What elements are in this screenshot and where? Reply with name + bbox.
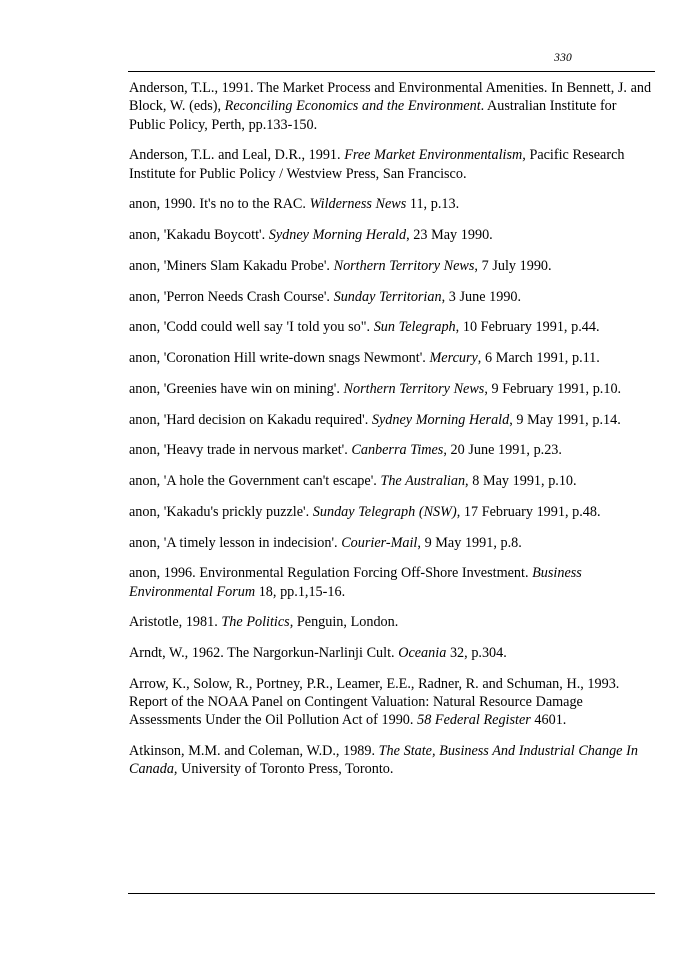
entry-text: , 9 May 1991, p.8.	[417, 534, 522, 551]
entry-title-italic: Northern Territory News	[333, 257, 475, 274]
entry-text: anon, 'Coronation Hill write-down snags Newmont'.	[129, 350, 430, 366]
header-rule	[128, 71, 655, 72]
entry-text: anon, 'Greenies have win on mining'.	[129, 380, 344, 397]
entry-text: anon, 'Miners Slam Kakadu Probe'.	[129, 257, 334, 274]
entry-text: Pacific Research Institute for Public Policy / Westview Press, San Francisco.	[129, 147, 625, 182]
entry-title-italic: Sydney Morning Herald	[268, 227, 407, 243]
entry-text: Anderson, T.L. and Leal, D.R., 1991.	[129, 147, 345, 164]
bibliography-entry	[129, 441, 656, 459]
entry-title-italic: Sunday Telegraph (NSW)	[312, 503, 457, 520]
bibliography-entry	[129, 349, 656, 367]
entry-text: , 6 March 1991, p.11.	[477, 350, 600, 366]
entry-text: Anderson, T.L., 1991. The Market Process and Environmental Amenities. In Bennett, J. and Block, W. (eds),	[129, 80, 652, 115]
bibliography-entry	[129, 195, 656, 213]
entry-text: anon, 'A timely lesson in indecision'.	[129, 534, 342, 551]
bibliography-entry	[129, 534, 656, 552]
entry-text: , 8 May 1991, p.10.	[465, 473, 577, 489]
entry-text: Penguin, London.	[293, 614, 399, 631]
entry-text: , 7 July 1990.	[474, 257, 552, 274]
bibliography-entry	[129, 226, 656, 244]
bibliography-entry	[129, 288, 656, 306]
entry-text: 4601.	[530, 712, 567, 729]
entry-text: anon, 1990. It's no to the RAC.	[129, 196, 310, 213]
bibliography-entry	[129, 675, 656, 730]
bibliography-entry	[129, 380, 656, 398]
entry-title-italic: Northern Territory News	[343, 380, 485, 397]
bibliography-entry	[129, 613, 656, 631]
bibliography-entry	[129, 742, 656, 779]
entry-text: anon, 'Codd could well say 'I told you so".	[129, 319, 374, 336]
entry-title-italic: Reconciling Economics and the Environment	[224, 98, 481, 115]
entry-text: anon, 'Kakadu's prickly puzzle'.	[129, 503, 313, 520]
entry-text: 18, pp.1,15-16.	[255, 583, 346, 600]
entry-title-italic: 58 Federal Register	[417, 712, 531, 729]
entry-title-italic: Mercury	[429, 350, 478, 366]
entry-title-italic: Sunday Territorian	[333, 288, 442, 305]
bibliography-entry	[129, 146, 656, 183]
entry-text: Atkinson, M.M. and Coleman, W.D., 1989.	[129, 743, 379, 759]
entry-text: 32, p.304.	[446, 645, 507, 661]
entry-text: , 3 June 1990.	[441, 288, 522, 305]
entry-text: University of Toronto Press, Toronto.	[177, 761, 394, 778]
page-number: 330	[554, 52, 572, 64]
entry-title-italic: The State, Business And Industrial Change In Canada,	[129, 743, 638, 778]
entry-text: , 23 May 1990.	[406, 227, 493, 243]
entry-text: Arrow, K., Solow, R., Portney, P.R., Leamer, E.E., Radner, R. and Schuman, H., 1993. Report of the NOAA Panel on Contingent Valuation: Natural Resource Damage Assessments Under the Oil Pollution Act of 1990.	[129, 675, 620, 729]
entry-text: anon, 'Perron Needs Crash Course'.	[129, 288, 334, 305]
entry-text: anon, 'Hard decision on Kakadu required'.	[129, 411, 372, 428]
entry-text: anon, 'A hole the Government can't escape'.	[129, 473, 381, 489]
entry-title-italic: Sun Telegraph	[373, 319, 456, 336]
entry-text: 11, p.13.	[406, 196, 460, 213]
entry-text: , 10 February 1991, p.44.	[455, 319, 600, 336]
entry-text: , 17 February 1991, p.48.	[456, 503, 601, 520]
entry-text: , 20 June 1991, p.23.	[443, 442, 562, 459]
entry-title-italic: Free Market Environmentalism,	[344, 147, 526, 164]
bibliography-entry	[129, 503, 656, 521]
entry-title-italic: Courier-Mail	[341, 534, 418, 551]
bibliography-entry	[129, 564, 656, 601]
bibliography-entry	[129, 318, 656, 336]
entry-title-italic: Business Environmental Forum	[129, 565, 582, 600]
entry-text: , 9 May 1991, p.14.	[509, 411, 621, 428]
bibliography-entry	[129, 644, 656, 662]
entry-text: Arndt, W., 1962. The Nargorkun-Narlinji Cult.	[129, 645, 399, 661]
bibliography-entry	[129, 79, 656, 134]
entry-title-italic: Oceania	[398, 645, 447, 661]
entry-title-italic: Sydney Morning Herald	[371, 411, 510, 428]
bibliography-entry	[129, 257, 656, 275]
bibliography-list	[129, 79, 656, 779]
bibliography-entry	[129, 411, 656, 429]
footer-rule	[128, 893, 655, 894]
entry-text: Aristotle, 1981.	[129, 614, 222, 631]
entry-title-italic: Canberra Times	[351, 442, 444, 459]
entry-text: anon, 1996. Environmental Regulation Forcing Off-Shore Investment.	[129, 565, 533, 582]
entry-title-italic: Wilderness News	[309, 196, 407, 213]
entry-text: , 9 February 1991, p.10.	[484, 380, 622, 397]
entry-title-italic: The Australian	[380, 473, 466, 489]
entry-title-italic: The Politics,	[221, 614, 294, 631]
entry-text: anon, 'Kakadu Boycott'.	[129, 227, 269, 243]
entry-text: . Australian Institute for Public Policy, Perth, pp.133-150.	[129, 98, 617, 133]
entry-text: anon, 'Heavy trade in nervous market'.	[129, 442, 352, 459]
bibliography-entry	[129, 472, 656, 490]
